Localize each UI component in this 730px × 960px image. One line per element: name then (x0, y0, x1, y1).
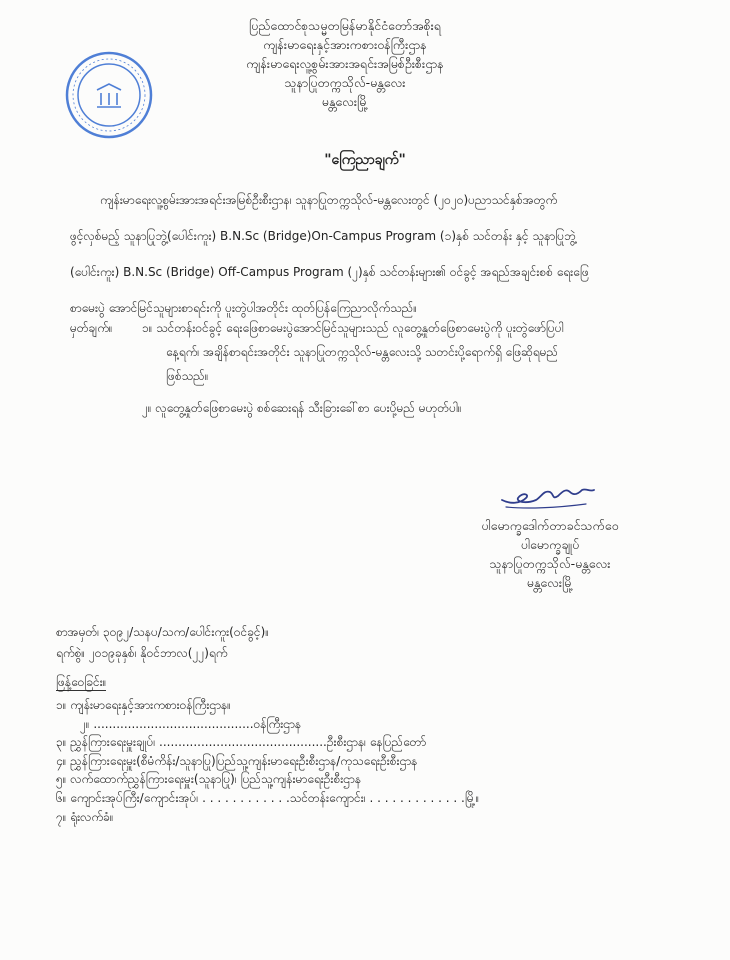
announcement-line-4: စာမေးပွဲ အောင်မြင်သူများစာရင်းကို ပူးတွဲပါအတိုင်း ထုတ်ပြန်ကြေညာလိုက်သည်။ (70, 301, 418, 315)
signatory-city: မန္တလေးမြို့ (526, 575, 574, 590)
letterhead-government: ပြည်ထောင်စုသမ္မတမြန်မာနိုင်ငံတော်အစိုးရ (249, 18, 441, 33)
signatory-block (440, 516, 660, 592)
announcement-line-3: (ပေါင်းကူး) B.N.Sc (Bridge) Off-Campus Program (၂)နှစ် သင်တန်းများ၏ ဝင်ခွင့် အရည်အချင်းစစ် ရေးဖြေ (70, 265, 589, 279)
distribution-item: ၆။ ကျောင်းအုပ်ကြီး/ကျောင်းအုပ်၊ . . . . . . . . . . . .သင်တန်းကျောင်း၊ . . . . . . . . . . . . .မြို့။ (56, 790, 480, 805)
letter-number: စာအမှတ်၊ ၃၀၉၂/သနပ/သက/ပေါင်းကူး(ဝင်ခွင့်)။ (56, 625, 269, 639)
note-1-line-1: ၁။ သင်တန်းဝင်ခွင့် ရေးဖြေစာမေးပွဲအောင်မြင်သူများသည် လူတွေ့နှုတ်ဖြေစာမေးပွဲကို ပူးတွဲဖော်ပြပါ (142, 321, 564, 335)
letterhead-ministry: ကျန်းမာရေးနှင့်အားကစားဝန်ကြီးဌာန (263, 37, 427, 52)
distribution-item: ၂။ ..........................................ဝန်ကြီးဌာန (80, 716, 302, 731)
letterhead-department: ကျန်းမာရေးလူ့စွမ်းအားအရင်းအမြစ်ဦးစီးဌာန (246, 56, 444, 71)
signatory-institution: သူနာပြုတက္ကသိုလ်-မန္တလေး (489, 556, 611, 571)
note-1-line-2: နေ့ရက်၊ အချိန်စာရင်းအတိုင်း သူနာပြုတက္ကသိုလ်-မန္တလေးသို့ သတင်းပို့ရောက်ရှိ ဖြေဆိုရမည် (166, 345, 559, 359)
announcement-line-2: ဖွင့်လှစ်မည့် သူနာပြုဘွဲ့(ပေါင်းကူး) B.N.Sc (Bridge)On-Campus Program (၁)နှစ် သင်တန်း နှင့် သူနာပြုဘွဲ့ (70, 229, 576, 243)
notes-list (142, 316, 682, 420)
letter-reference (56, 622, 269, 664)
letterhead-city: မန္တလေးမြို့ (321, 94, 369, 109)
distribution-item: ၄။ ညွှန်ကြားရေးမှူး(စီမံကိန်း/သူနာပြု)ပြည်သူ့ကျန်းမာရေးဦးစီးဌာန/ကုသရေးဦးစီးဌာန (56, 753, 418, 768)
letterhead (180, 16, 510, 111)
handwritten-signature-icon (496, 474, 606, 514)
signatory-name: ပါမောက္ခဒေါက်တာခင်သက်ဝေ (481, 518, 619, 533)
distribution-item: ၇။ ရုံးလက်ခံ။ (56, 809, 114, 824)
announcement-line-1: ကျန်းမာရေးလူ့စွမ်းအားအရင်းအမြစ်ဦးစီးဌာန၊ သူနာပြုတက္ကသိုလ်-မန္တလေးတွင် (၂၀၂၀)ပညာသင်နှစ်အတွက် (100, 193, 558, 207)
note-2: ၂။ လူတွေ့နှုတ်ဖြေစာမေးပွဲ စစ်ဆေးရန် သီးခြားခေါ်စာ ပေးပို့မည် မဟုတ်ပါ။ (142, 401, 462, 415)
university-seal-icon (64, 50, 154, 140)
signatory-title: ပါမောက္ခချုပ် (520, 537, 580, 552)
notice-title: "ကြေညာချက်" (324, 152, 406, 168)
notes-label: မှတ်ချက်။ (70, 321, 113, 335)
note-1-line-3: ဖြစ်သည်။ (166, 369, 209, 383)
distribution-item: ၅။ လက်ထောက်ညွှန်ကြားရေးမှူး(သူနာပြု)၊ ပြည်သူ့ကျန်းမာရေးဦးစီးဌာန (56, 772, 362, 787)
distribution-list (56, 696, 479, 826)
distribution-item: ၁။ ကျန်းမာရေးနှင့်အားကစားဝန်ကြီးဌာန။ (56, 698, 231, 712)
announcement-paragraph (70, 182, 670, 326)
distribution-item: ၃။ ညွှန်ကြားရေးမှူးချုပ်၊ ............................................ဦးစီးဌာန၊ နေပြည်တော် (56, 735, 427, 750)
distribution-heading: ဖြန့်ဝေခြင်း။ (56, 675, 107, 689)
letter-date: ရက်စွဲ။ ၂၀၁၉ခုနှစ်၊ နိုဝင်ဘာလ(၂၂)ရက် (56, 646, 228, 660)
letterhead-university: သူနာပြုတက္ကသိုလ်-မန္တလေး (284, 75, 406, 90)
